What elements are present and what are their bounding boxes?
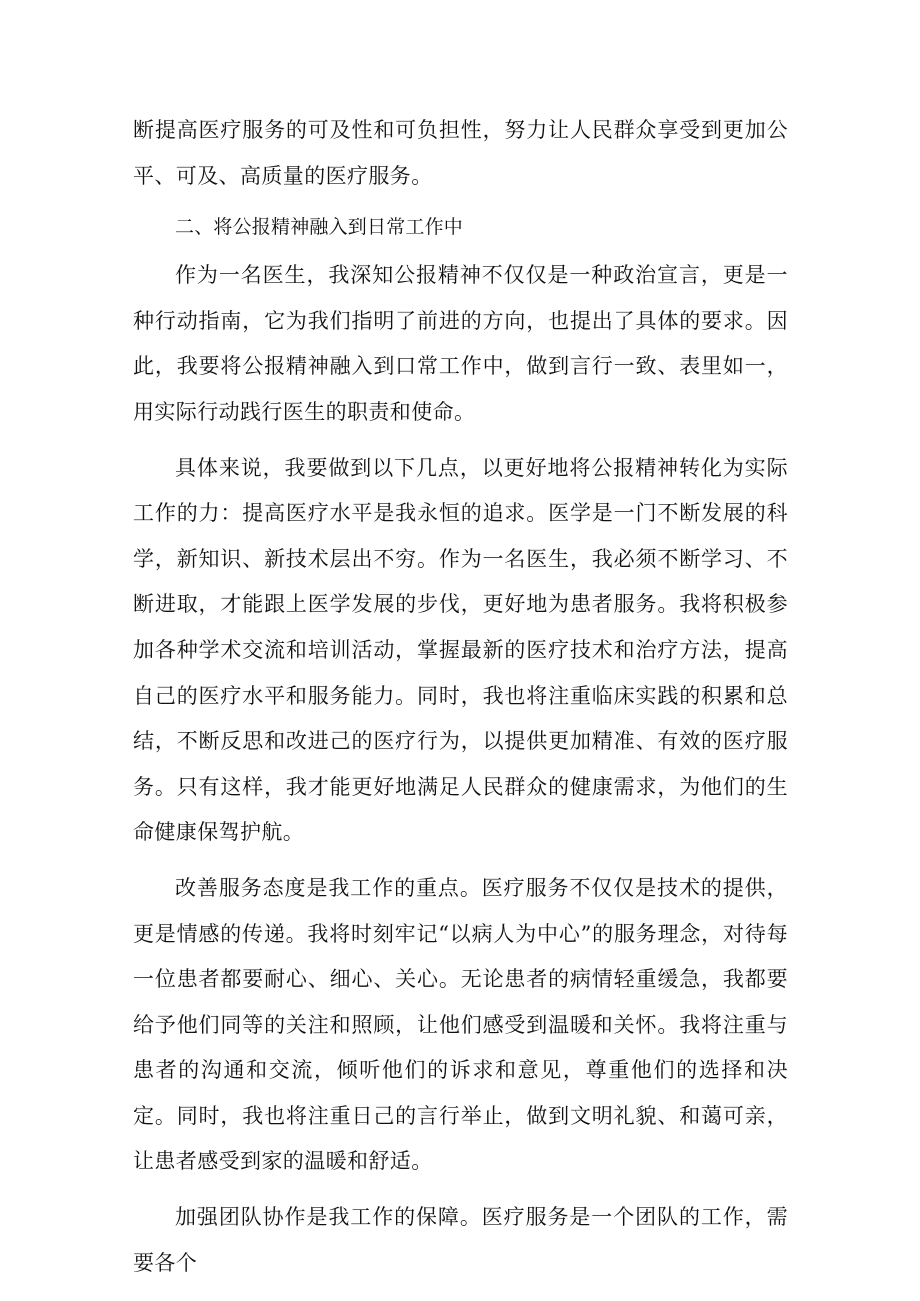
paragraph-intro: 作为一名医生，我深知公报精神不仅仅是一种政治宣言，更是一种行动指南，它为我们指明了前进的方向，也提出了具体的要求。因此，我要将公报精神融入到口常工作中，做到言行一致、表里如一，用实际行动践行医生的职责和使命。 xyxy=(133,263,788,424)
paragraph-continuation: 断提高医疗服务的可及性和可负担性，努力让人民群众享受到更加公平、可及、高质量的医疗服务。 xyxy=(133,118,788,188)
section-heading: 二、将公报精神融入到日常工作中 xyxy=(175,216,464,239)
paragraph-teamwork: 加强团队协作是我工作的保障。医疗服务是一个团队的工作，需要各个 xyxy=(133,1205,788,1275)
paragraph-medical-level: 具体来说，我要做到以下几点，以更好地将公报精神转化为实际工作的力：提高医疗水平是我永恒的追求。医学是一门不断发展的科学，新知识、新技术层出不穷。作为一名医生，我必须不断学习、不断进取，才能跟上医学发展的步伐，更好地为患者服务。我将积极参加各种学术交流和培训活动，掌握最新的医疗技术和治疗方法，提高自己的医疗水平和服务能力。同时，我也将注重临床实践的积累和总结，不断反思和改进己的医疗行为，以提供更加精准、有效的医疗服务。只有这样，我才能更好地满足人民群众的健康需求，为他们的生命健康保驾护航。 xyxy=(133,455,788,845)
paragraph-service-attitude: 改善服务态度是我工作的重点。医疗服务不仅仅是技术的提供，更是情感的传递。我将时刻牢记“以病人为中心”的服务理念，对待每一位患者都要耐心、细心、关心。无论患者的病情轻重缓急，我都要给予他们同等的关注和照顾，让他们感受到温暖和关怀。我将注重与患者的沟通和交流，倾听他们的诉求和意见，尊重他们的选择和决定。同时，我也将注重日己的言行举止，做到文明礼貌、和蔼可亲，让患者感受到家的温暖和舒适。 xyxy=(133,875,788,1174)
document-body xyxy=(133,108,788,1286)
